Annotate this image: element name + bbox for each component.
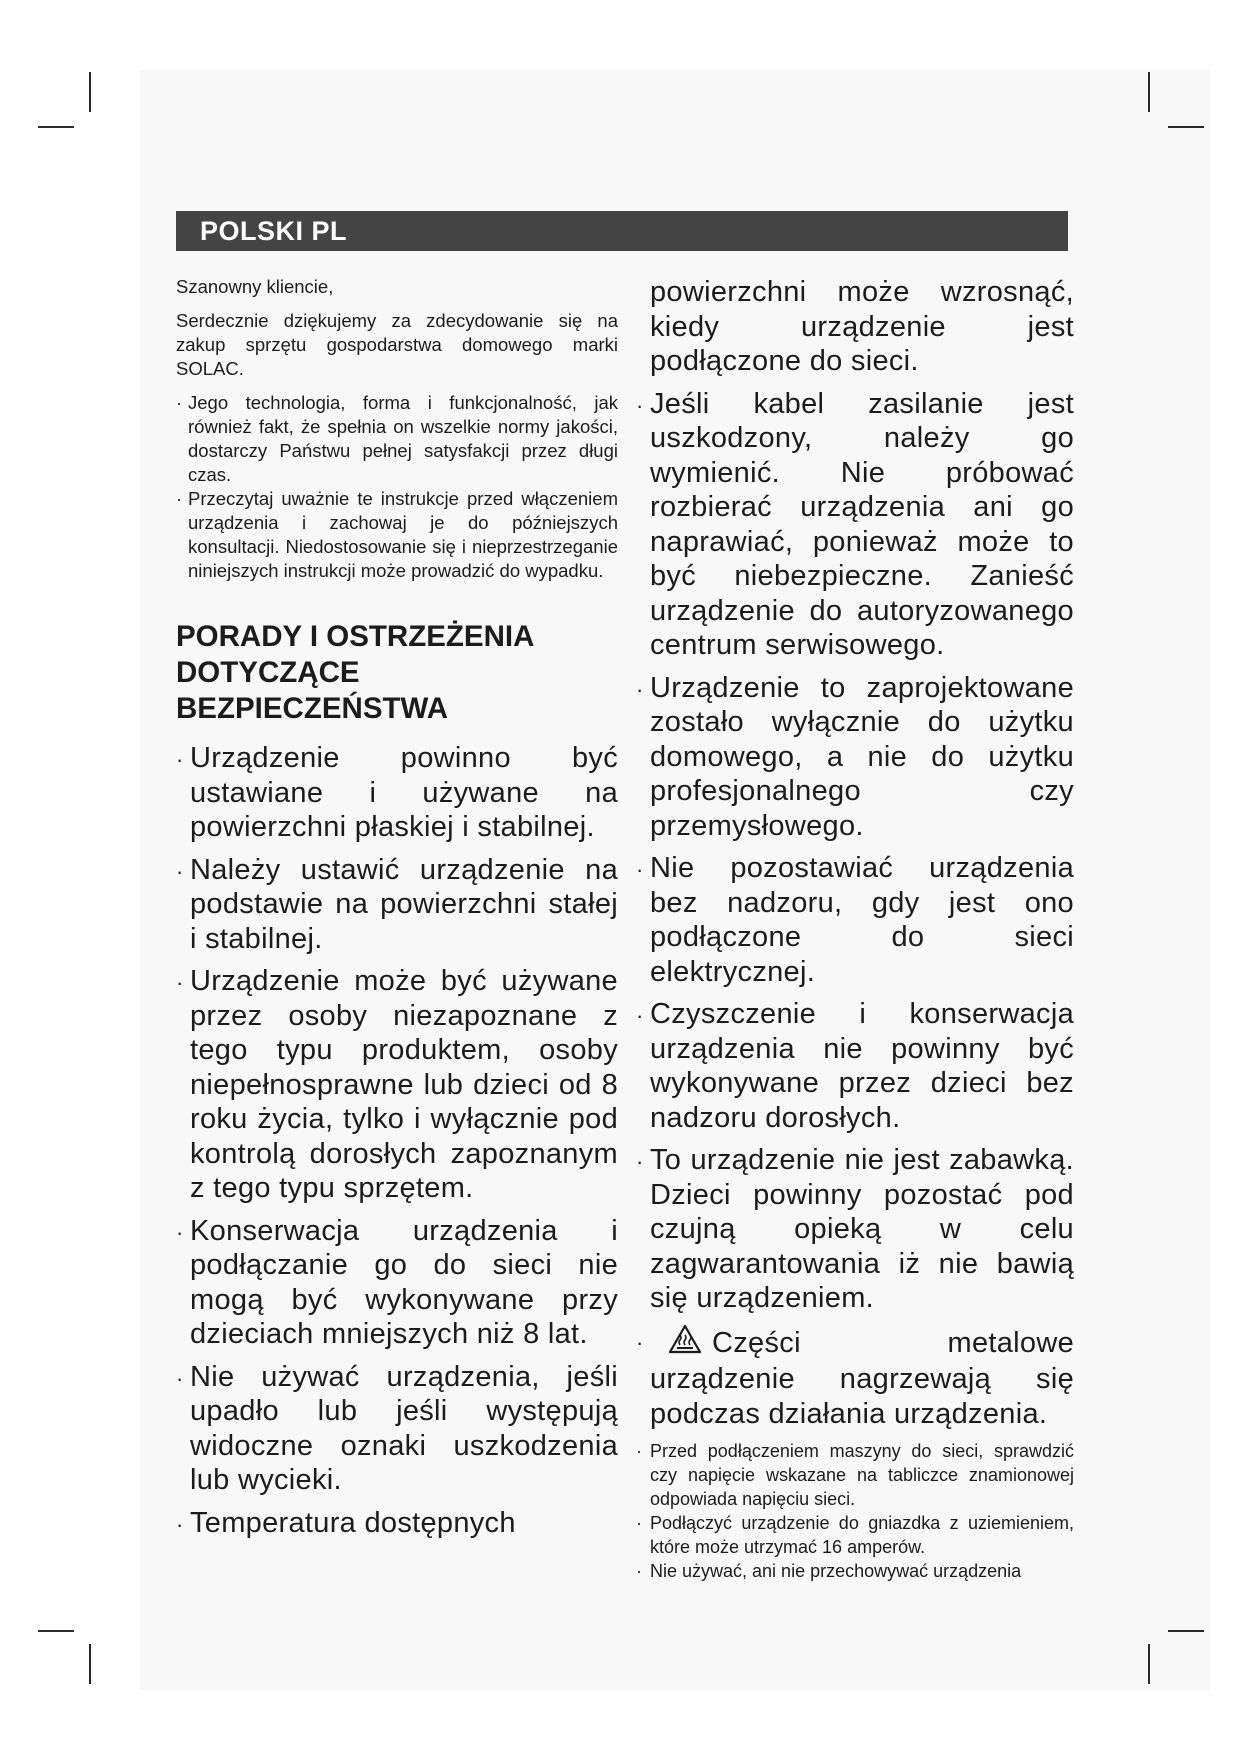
crop-mark-top-right-horizontal (1168, 126, 1204, 128)
right-column (636, 275, 1074, 1583)
safety-small-item: · Przed podłączeniem maszyny do sieci, sprawdzić czy napięcie wskazane na tabliczce znamionowej odpowiada napięciu sieci. (636, 1439, 1074, 1511)
crop-mark-bottom-right-vertical (1148, 1644, 1150, 1684)
crop-mark-top-left-vertical (89, 72, 91, 112)
hot-surface-warning-icon (668, 1324, 702, 1363)
safety-item: · Nie używać urządzenia, jeśli upadło lub jeśli występują widoczne oznaki uszkodzenia lub wycieki. (176, 1360, 618, 1498)
safety-item: · Konserwacja urządzenia i podłączanie go do sieci nie mogą być wykonywane przy dzieciach mniejszych niż 8 lat. (176, 1214, 618, 1352)
safety-item: · Urządzenie to zaprojektowane zostało wyłącznie do użytku domowego, a nie do użytku profesjonalnego czy przemysłowego. (636, 671, 1074, 844)
safety-item: · Urządzenie może być używane przez osoby niezapoznane z tego typu produktem, osoby niepełnosprawne lub dzieci od 8 roku życia, tylko i wyłącznie pod kontrolą dorosłych zapoznanym z tego typu sprzętem. (176, 964, 618, 1206)
safety-item-continuation: powierzchni może wzrosnąć, kiedy urządzenie jest podłączone do sieci. (650, 276, 1074, 377)
safety-small-list (636, 1439, 1074, 1583)
crop-mark-top-right-vertical (1148, 72, 1150, 112)
safety-item-hot-surface (636, 1324, 1074, 1432)
safety-item: · To urządzenie nie jest zabawką. Dzieci powinny pozostać pod czujną opieką w celu zagwarantowania iż nie bawią się urządzeniem. (636, 1143, 1074, 1316)
crop-mark-top-left-horizontal (38, 126, 74, 128)
safety-small-item: · Podłączyć urządzenie do gniazdka z uziemieniem, które może utrzymać 16 amperów. (636, 1511, 1074, 1559)
safety-small-item: · Nie używać, ani nie przechowywać urządzenia (636, 1559, 1074, 1583)
language-header: POLSKI PL (176, 211, 1068, 251)
safety-list-left (176, 741, 618, 1540)
intro-bullets (176, 391, 618, 583)
safety-item: · Urządzenie powinno być ustawiane i używane na powierzchni płaskiej i stabilnej. (176, 741, 618, 845)
safety-item: · Temperatura dostępnych (176, 1506, 618, 1541)
greeting: Szanowny kliencie, (176, 276, 334, 297)
crop-mark-bottom-left-vertical (89, 1644, 91, 1684)
left-column (176, 275, 618, 1548)
thanks-paragraph: Serdecznie dziękujemy za zdecydowanie się na zakup sprzętu gospodarstwa domowego marki SOLAC. (176, 310, 618, 379)
safety-item: · Należy ustawić urządzenie na podstawie na powierzchni stałej i stabilnej. (176, 853, 618, 957)
hot-surface-text: Części metalowe urządzenie nagrzewają się podczas działania urządzenia. (650, 1326, 1074, 1430)
crop-mark-bottom-left-horizontal (38, 1630, 74, 1632)
safety-list-right (636, 275, 1074, 1431)
intro-bullet: · Przeczytaj uważnie te instrukcje przed włączeniem urządzenia i zachowaj je do późniejszych konsultacji. Niedostosowanie się i nieprzestrzeganie niniejszych instrukcji może prowadzić do wypadku. (176, 487, 618, 583)
crop-mark-bottom-right-horizontal (1168, 1630, 1204, 1632)
safety-heading: PORADY I OSTRZEŻENIA DOTYCZĄCE BEZPIECZEŃSTWA (176, 620, 534, 725)
safety-item: · Jeśli kabel zasilanie jest uszkodzony, należy go wymienić. Nie próbować rozbierać urządzenia ani go naprawiać, ponieważ może to być niebezpieczne. Zanieść urządzenie do autoryzowanego centrum serwisowego. (636, 387, 1074, 663)
safety-item: · Czyszczenie i konserwacja urządzenia nie powinny być wykonywane przez dzieci bez nadzoru dorosłych. (636, 997, 1074, 1135)
safety-item: · Nie pozostawiać urządzenia bez nadzoru, gdy jest ono podłączone do sieci elektrycznej. (636, 851, 1074, 989)
intro-bullet: · Jego technologia, forma i funkcjonalność, jak również fakt, że spełnia on wszelkie normy jakości, dostarczy Państwu pełnej satysfakcji przez długi czas. (176, 391, 618, 487)
